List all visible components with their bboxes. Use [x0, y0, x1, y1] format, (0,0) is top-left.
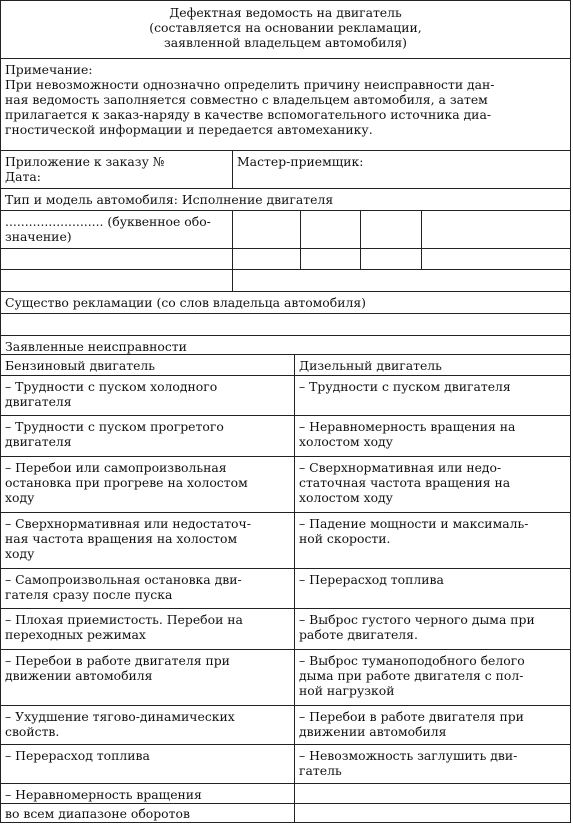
engine-variant-row	[1, 211, 570, 249]
petrol-column-label: Бензиновый двигатель	[5, 358, 156, 373]
note-line-2: ная ведомость заполняется совместно с владельцем автомобиля, а затем	[5, 92, 488, 107]
fault-row	[1, 416, 570, 457]
diesel-fault-line: работе двигателя.	[299, 627, 418, 642]
diesel-fault-line: холостом ходу	[299, 434, 393, 449]
diesel-fault	[295, 650, 570, 705]
diesel-fault-line: статочная частота вращения на	[299, 475, 511, 490]
diesel-fault-line: движении автомобиля	[299, 724, 447, 739]
petrol-fault-line: гателя сразу после пуска	[5, 587, 173, 602]
petrol-fault-line: – Перебои или самопроизвольная	[5, 460, 227, 475]
petrol-fault-line: ходу	[5, 490, 35, 505]
petrol-fault-line: – Сверхнормативная или недостаточ-	[5, 516, 251, 531]
fault-row	[1, 650, 570, 706]
divider	[421, 211, 422, 248]
faults-title-row	[1, 336, 570, 355]
divider	[232, 211, 233, 248]
diesel-fault	[295, 609, 570, 649]
header-line-1: Дефектная ведомость на двигатель	[169, 5, 402, 20]
order-appendix: Приложение к заказу №	[5, 154, 165, 169]
diesel-fault	[295, 376, 570, 415]
petrol-fault	[1, 513, 294, 568]
order-master-cell	[233, 151, 570, 188]
fault-row	[1, 513, 570, 569]
petrol-fault	[1, 416, 294, 456]
diesel-fault-line: – Трудности с пуском двигателя	[299, 379, 511, 394]
petrol-fault-line: во всем диапазоне оборотов	[5, 806, 190, 821]
divider	[360, 211, 361, 248]
petrol-fault	[1, 650, 294, 705]
diesel-fault-line: – Выброс густого черного дыма при	[299, 612, 535, 627]
complaint-blank-row	[1, 314, 570, 336]
fault-row	[1, 784, 570, 804]
header-line-2: (составляется на основании рекламации,	[149, 20, 422, 35]
vehicle-type-row	[1, 189, 570, 211]
note-label: Примечание:	[5, 62, 93, 77]
diesel-fault	[295, 706, 570, 744]
petrol-fault-line: – Трудности с пуском прогретого	[5, 419, 224, 434]
petrol-fault-line: свойств.	[5, 724, 60, 739]
diesel-fault	[295, 745, 570, 783]
diesel-fault-line: дыма при работе двигателя с пол-	[299, 668, 524, 683]
diesel-fault	[295, 457, 570, 512]
header-line-3: заявленной владельцем автомобиля)	[163, 35, 408, 50]
petrol-fault-line: ходу	[5, 546, 35, 561]
note-line-3: прилагается к заказ-наряду в качестве вспомогательного источника диа-	[5, 107, 492, 122]
petrol-fault-line: движении автомобиля	[5, 668, 153, 683]
petrol-fault-line: остановка при прогреве на холостом	[5, 475, 248, 490]
divider	[300, 211, 301, 248]
order-row	[1, 151, 570, 189]
diesel-fault-line: ной нагрузкой	[299, 683, 395, 698]
petrol-fault-line: двигателя	[5, 434, 72, 449]
diesel-fault-line: – Выброс туманоподобного белого	[299, 653, 525, 668]
diesel-fault	[295, 569, 570, 608]
divider	[421, 249, 422, 269]
diesel-fault-line: – Сверхнормативная или недо-	[299, 460, 502, 475]
fault-row	[1, 609, 570, 650]
fault-row	[1, 745, 570, 784]
divider	[300, 249, 301, 269]
complaint-label: Существо рекламации (со слов владельца автомобиля)	[5, 295, 366, 310]
fault-row	[1, 804, 570, 822]
petrol-fault-line: – Трудности с пуском холодного	[5, 379, 218, 394]
petrol-fault-line: – Плохая приемистость. Перебои на	[5, 612, 243, 627]
diesel-fault-line: – Перебои в работе двигателя при	[299, 709, 524, 724]
designation-cell	[1, 211, 232, 248]
diesel-fault-line: – Перерасход топлива	[299, 572, 444, 587]
order-master: Мастер-приемщик:	[237, 154, 364, 169]
petrol-fault	[1, 706, 294, 744]
petrol-fault-line: двигателя	[5, 394, 72, 409]
complaint-row	[1, 292, 570, 314]
divider	[294, 784, 295, 803]
designation-line-1: ......................... (буквенное обо-	[5, 214, 211, 229]
engine-blank-row	[1, 270, 570, 292]
note-row	[1, 59, 570, 151]
order-date: Дата:	[5, 169, 41, 184]
petrol-fault-line: – Перерасход топлива	[5, 748, 150, 763]
petrol-fault-line: – Ухудшение тягово-динамических	[5, 709, 235, 724]
petrol-fault	[1, 745, 294, 783]
divider	[294, 804, 295, 822]
petrol-fault	[1, 457, 294, 512]
petrol-fault	[1, 569, 294, 608]
petrol-fault	[1, 609, 294, 649]
diesel-fault-line: – Падение мощности и максималь-	[299, 516, 529, 531]
fault-row	[1, 569, 570, 609]
divider	[360, 249, 361, 269]
petrol-column-header	[1, 355, 294, 375]
note-line-4: гностической информации и передается автомеханику.	[5, 122, 373, 137]
note-block	[1, 59, 570, 150]
diesel-fault-line: – Неравномерность вращения на	[299, 419, 516, 434]
petrol-fault-line: переходных режимах	[5, 627, 146, 642]
petrol-fault	[1, 376, 294, 415]
divider	[232, 249, 233, 269]
diesel-fault-line: гатель	[299, 763, 342, 778]
petrol-fault	[1, 784, 294, 803]
engine-variant-blank-row	[1, 249, 570, 270]
diesel-fault-line: ной скорости.	[299, 531, 391, 546]
order-appendix-cell	[1, 151, 232, 188]
diesel-fault	[295, 416, 570, 456]
fault-row	[1, 457, 570, 513]
diesel-column-label: Дизельный двигатель	[299, 358, 442, 373]
diesel-fault-line: – Невозможность заглушить дви-	[299, 748, 518, 763]
divider	[232, 270, 233, 291]
vehicle-type-cell	[1, 189, 570, 210]
petrol-fault-line: – Самопроизвольная остановка дви-	[5, 572, 242, 587]
petrol-fault-line: – Неравномерность вращения	[5, 787, 202, 802]
petrol-fault-line: – Перебои в работе двигателя при	[5, 653, 230, 668]
vehicle-type-label: Тип и модель автомобиля: Исполнение двигателя	[5, 192, 334, 207]
fault-row	[1, 706, 570, 745]
faults-title-cell	[1, 336, 570, 354]
note-line-1: При невозможности однозначно определить причину неисправности дан-	[5, 77, 495, 92]
fault-row	[1, 376, 570, 416]
faults-title: Заявленные неисправности	[5, 339, 187, 354]
diesel-fault-line: холостом ходу	[299, 490, 393, 505]
header-row	[1, 1, 570, 59]
petrol-fault-line: ная частота вращения на холостом	[5, 531, 238, 546]
designation-line-2: значение)	[5, 229, 72, 244]
complaint-cell	[1, 292, 570, 313]
diesel-column-header	[295, 355, 570, 375]
faults-columns-row	[1, 355, 570, 376]
header-title	[1, 1, 570, 58]
diesel-fault	[295, 513, 570, 568]
petrol-fault	[1, 804, 294, 822]
